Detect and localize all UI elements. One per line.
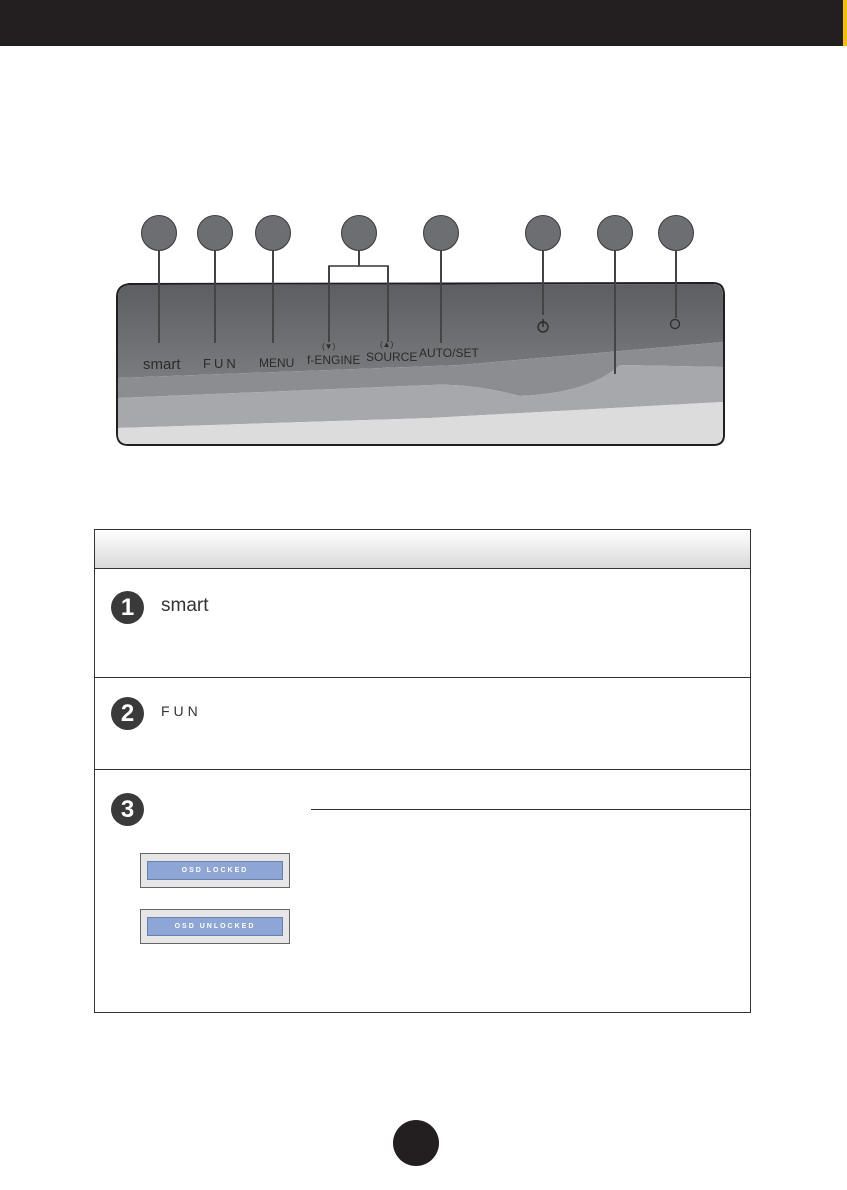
leader-line — [387, 266, 389, 342]
source-arrow-label: (▲) — [380, 340, 394, 349]
leader-line — [614, 251, 616, 374]
leader-line — [542, 251, 544, 315]
osd-unlocked-label: OSD UNLOCKED — [147, 917, 283, 936]
callout-1 — [141, 215, 177, 251]
sub-divider — [311, 809, 750, 810]
smart-button-label: smart — [143, 356, 181, 373]
fun-logo: FUN — [161, 703, 202, 719]
autoset-button-label: AUTO/SET — [419, 346, 479, 360]
table-header — [95, 530, 750, 569]
row-divider — [95, 769, 750, 770]
row-number: 2 — [111, 697, 144, 730]
source-button-label: SOURCE — [366, 350, 418, 364]
leader-line — [214, 251, 216, 343]
callout-2 — [197, 215, 233, 251]
leader-line — [272, 251, 274, 343]
leader-line — [358, 251, 360, 266]
fengine-button-label: f-ENGINE — [307, 353, 361, 367]
menu-button-label: MENU — [259, 356, 295, 370]
row-number: 3 — [111, 793, 144, 826]
osd-locked-label: OSD LOCKED — [147, 861, 283, 880]
osd-locked-box — [140, 853, 290, 888]
callout-4 — [341, 215, 377, 251]
leader-line — [328, 266, 330, 342]
leader-line — [675, 251, 677, 318]
callout-7 — [597, 215, 633, 251]
leader-line — [440, 251, 442, 343]
fengine-arrow-label: (▼) — [322, 342, 336, 351]
fun-button-label: FUN — [203, 356, 239, 371]
callout-6 — [525, 215, 561, 251]
callout-3 — [255, 215, 291, 251]
leader-line — [158, 251, 160, 343]
row-number: 1 — [111, 591, 144, 624]
callout-5 — [423, 215, 459, 251]
osd-unlocked-box — [140, 909, 290, 944]
row-divider — [95, 677, 750, 678]
controls-table — [94, 529, 751, 1013]
callout-8 — [658, 215, 694, 251]
page-number-badge — [393, 1120, 439, 1166]
smart-logo: smart — [161, 595, 209, 616]
